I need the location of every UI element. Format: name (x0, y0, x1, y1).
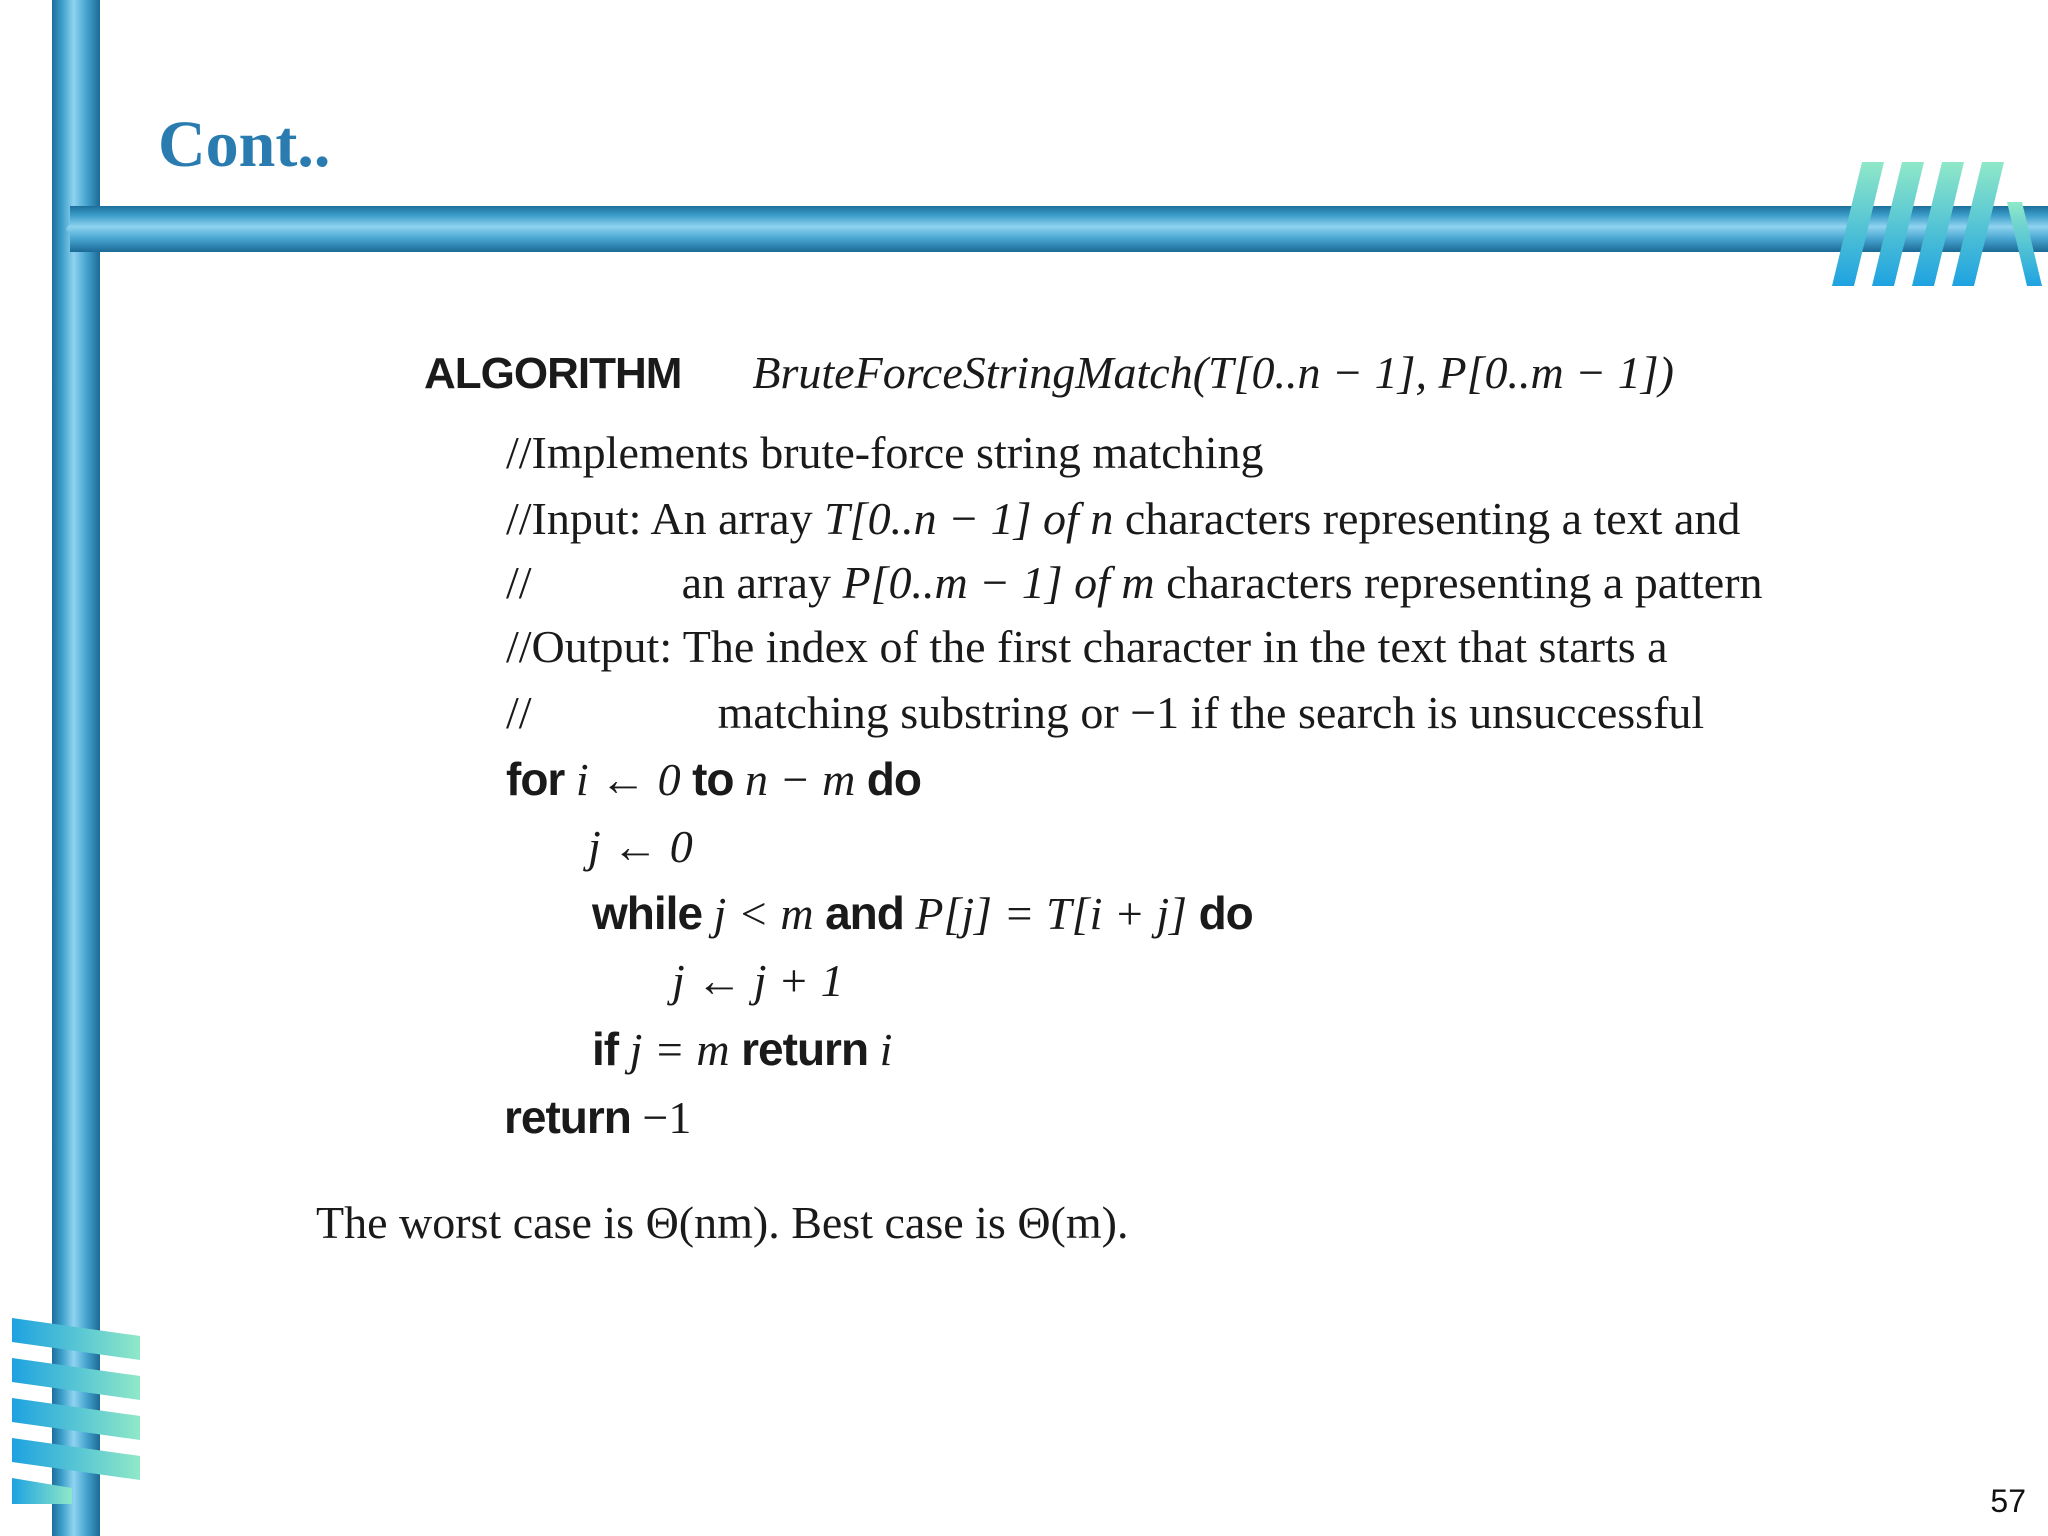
code-if-line (592, 1024, 892, 1076)
comment-input-suffix: characters representing a text and (1113, 493, 1741, 544)
for-range: n − m (733, 754, 867, 805)
comment-line-5 (506, 688, 1704, 739)
if-condition: j = m (618, 1024, 742, 1075)
keyword-return: return (741, 1023, 869, 1075)
code-j-increment-line (672, 956, 844, 1007)
code-for-line (506, 754, 921, 806)
code-j-init-line (588, 822, 693, 873)
keyword-return: return (504, 1091, 631, 1143)
keyword-and: and (825, 887, 904, 939)
comment-pattern-text: an array (681, 557, 843, 608)
comment-slashes: // (506, 687, 532, 738)
comment-line-4 (506, 622, 1668, 673)
comment-pattern-array: P[0..m − 1] of (842, 557, 1122, 608)
comment-line-3 (506, 558, 1763, 609)
keyword-if: if (592, 1023, 619, 1075)
keyword-do: do (1198, 887, 1253, 939)
keyword-for: for (506, 753, 565, 805)
comment-output: //Output: The index of the first character in the text that starts a (506, 621, 1668, 672)
keyword-while: while (592, 887, 703, 939)
slide-title: Cont.. (158, 108, 331, 181)
comment-output-continued: matching substring or −1 if the search is unsuccessful (717, 687, 1705, 738)
return-i: i (868, 1024, 893, 1075)
for-init: i ← 0 (564, 754, 693, 805)
page-number: 57 (1990, 1483, 2026, 1519)
algorithm-header (424, 348, 1674, 399)
code-return-line (504, 1092, 691, 1144)
while-condition: j < m (702, 888, 826, 939)
return-value: −1 (630, 1092, 692, 1143)
keyword-to: to (692, 753, 734, 805)
complexity-summary: The worst case is Θ(nm). Best case is Θ(m). (316, 1197, 1129, 1248)
keyword-do: do (866, 753, 921, 805)
comment-input-array: T[0..n − 1] of (824, 493, 1091, 544)
algorithm-signature: (T[0..n − 1], P[0..m − 1]) (1192, 347, 1674, 398)
comment-line-2 (506, 494, 1740, 545)
while-condition-2: P[j] = T[i + j] (903, 888, 1199, 939)
algorithm-keyword: ALGORITHM (424, 349, 682, 398)
algorithm-name: BruteForceStringMatch (752, 347, 1193, 398)
comment-input-var: n (1090, 493, 1114, 544)
j-increment: j ← j + 1 (672, 955, 844, 1006)
comment-input-prefix: //Input: An array (506, 493, 825, 544)
comment-slashes: // (506, 557, 532, 608)
j-init: j ← 0 (588, 821, 693, 872)
code-while-line (592, 888, 1253, 940)
comment-implements: //Implements brute-force string matching (506, 427, 1264, 478)
comment-line-1 (506, 428, 1264, 479)
comment-pattern-suffix: characters representing a pattern (1154, 557, 1763, 608)
comment-pattern-var: m (1121, 557, 1155, 608)
